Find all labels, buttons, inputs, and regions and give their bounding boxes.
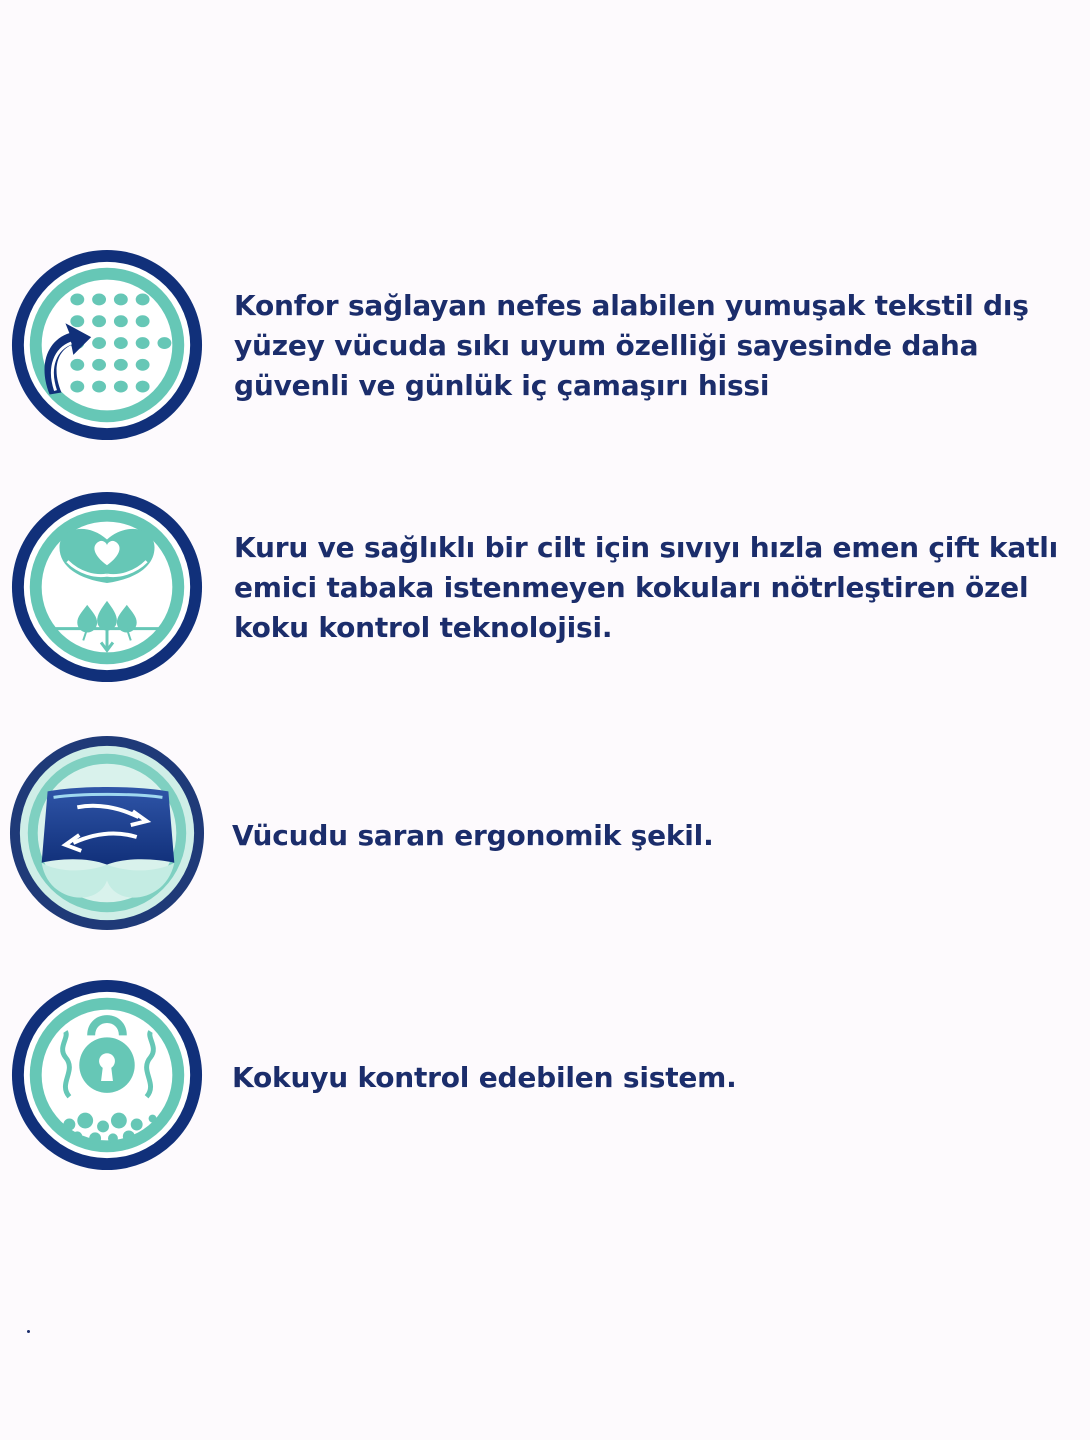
textile-dot [136,294,150,306]
textile-dot [114,381,128,393]
textile-dot [136,315,150,327]
feature-text: Kokuyu kontrol edebilen sistem. [232,1061,737,1094]
feature-text: Konfor sağlayan nefes alabilen yumuşak tekstil dış yüzey vücuda sıkı uyum özelliği sayesinde daha güvenli ve günlük iç çamaşırı hissi [234,289,1029,402]
textile-dot [70,359,84,371]
textile-dot [136,381,150,393]
feature-absorbent [0,488,1090,688]
feature-breathable [0,246,1090,446]
textile-dot [114,315,128,327]
feature-text: Vücudu saran ergonomik şekil. [232,819,714,852]
decorative-dot [27,1330,30,1333]
odor-lock-icon [8,976,206,1174]
textile-dot [92,381,106,393]
textile-dot [157,337,171,349]
feature-ergonomic [0,734,1090,934]
textile-dot [70,381,84,393]
hands-heart-absorb-icon [8,488,206,686]
ergonomic-shape-icon [8,734,206,932]
feature-odor-control [0,976,1090,1176]
textile-dot [70,315,84,327]
feature-text: Kuru ve sağlıklı bir cilt için sıvıyı hızla emen çift katlı emici tabaka istenmeyen kokuları nötrleştiren özel koku kontrol teknolojisi. [234,531,1059,644]
textile-dot [70,294,84,306]
textile-dot [92,315,106,327]
textile-dot [114,294,128,306]
textile-dot [92,294,106,306]
textile-dot [92,359,106,371]
textile-dot [114,359,128,371]
textile-dot [136,337,150,349]
textile-dot [114,337,128,349]
textile-dot [136,359,150,371]
breathable-textile-icon [8,246,206,444]
textile-dot [92,337,106,349]
